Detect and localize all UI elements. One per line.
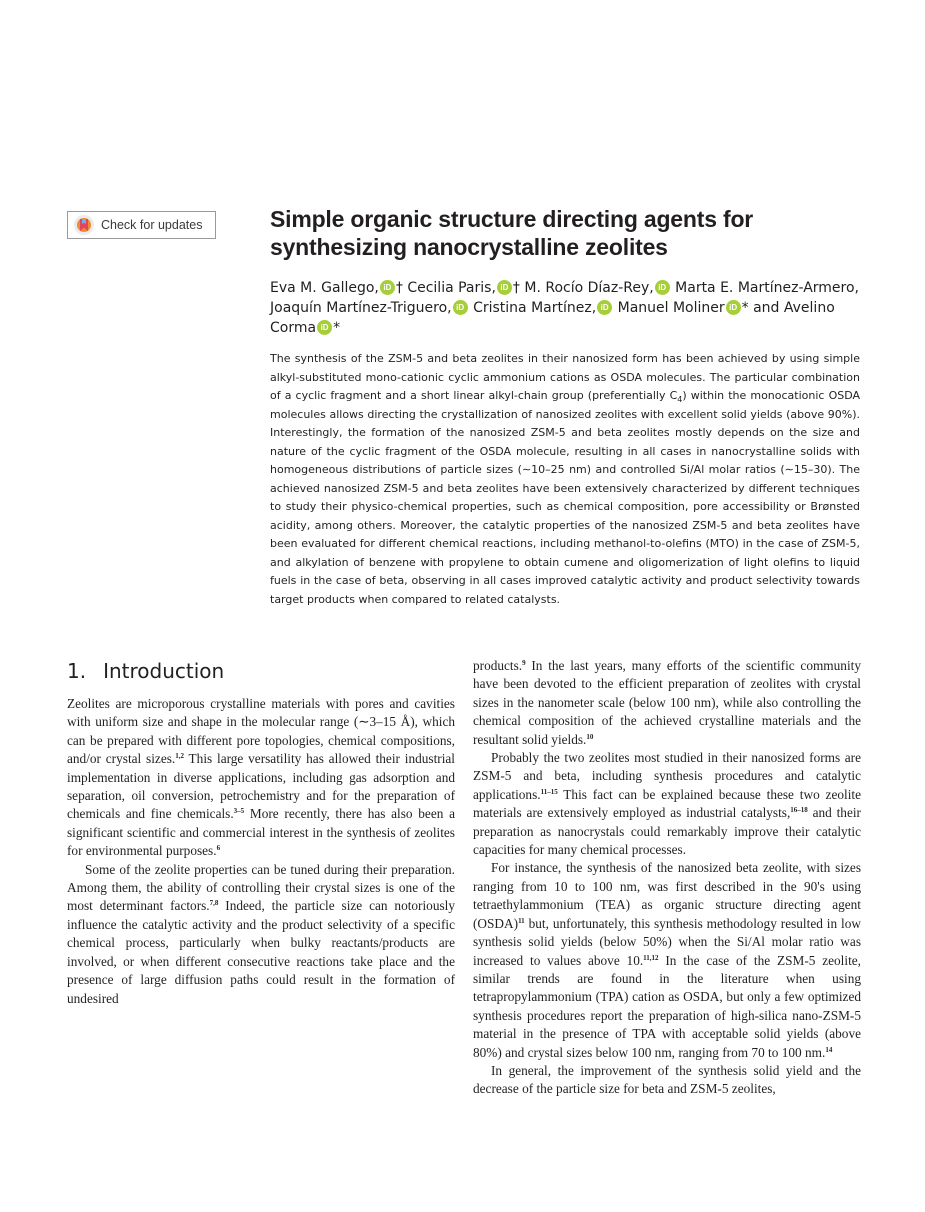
- citation-link[interactable]: 6: [216, 844, 221, 853]
- citation-link[interactable]: 10: [586, 732, 594, 741]
- corresponding-mark: *: [333, 320, 341, 336]
- paragraph-text: but, unfortunately, this synthesis methodology resulted in low synthesis solid yields (below 50%) when the Si/Al molar ratio was increased to values above 10.: [473, 915, 861, 968]
- citation-link[interactable]: 14: [825, 1045, 833, 1054]
- citation-link[interactable]: 11: [518, 916, 525, 925]
- paragraph: [473, 657, 861, 749]
- section-title: Introduction: [103, 659, 225, 683]
- orcid-icon[interactable]: iD: [726, 300, 741, 315]
- author-name: Cecilia Paris,: [407, 280, 496, 296]
- paragraph-text: This large versatility has allowed their industrial implementation in diverse applications, including gas adsorption and separation, oil conversion, petrochemistry and for the preparation of chemicals and fine chemicals.: [67, 751, 455, 822]
- check-for-updates-label: Check for updates: [101, 218, 203, 232]
- citation-link[interactable]: 11–15: [540, 787, 558, 796]
- paragraph-text: In the case of the ZSM-5 zeolite, similar trends are found in the literature when using tetrapropylammonium (TPA) cation as OSDA, but only a few optimized synthesis procedures report the preparation of high-silica nano-ZSM-5 material in the presence of TPA with acceptable solid yields (above 80%) and crystal sizes below 100 nm, ranging from 70 to 100 nm.: [473, 952, 861, 1060]
- author-name: Cristina Martínez,: [473, 300, 597, 316]
- author-name: Joaquín Martínez-Triguero,: [270, 300, 452, 316]
- paragraph-text: and their preparation as nanocrystals could remarkably improve their catalytic capacities for many chemical processes.: [473, 805, 861, 858]
- section-heading: [67, 659, 224, 683]
- author-name: Avelino Corma: [270, 300, 835, 336]
- corresponding-mark: *: [741, 300, 749, 316]
- check-for-updates-icon: [73, 214, 95, 236]
- paragraph: [473, 1062, 861, 1099]
- paragraph: [473, 749, 861, 859]
- citation-link[interactable]: 11,12: [643, 953, 659, 962]
- citation-link[interactable]: 7,8: [209, 899, 219, 908]
- citation-link[interactable]: 9: [522, 659, 526, 667]
- author-mark: †: [395, 280, 403, 296]
- author-conjunction: and: [753, 300, 780, 316]
- section-number: 1.: [67, 659, 87, 683]
- citation-link[interactable]: 3–5: [233, 807, 245, 816]
- paragraph-text: Indeed, the particle size can notoriously influence the catalytic activity and the product selectivity of a specific chemical process, particularly when bulky reactants/products are involved, or when different consecutive reactions take place and the presence of large diffusion paths could result in the formation of undesired: [67, 898, 455, 1006]
- subscript: 4: [677, 395, 683, 405]
- orcid-icon[interactable]: iD: [497, 280, 512, 295]
- citation-link[interactable]: 1,2: [175, 752, 184, 761]
- citation-link[interactable]: 16–18: [790, 806, 808, 815]
- paragraph-text: In the last years, many efforts of the scientific community have been devoted to the efficient preparation of zeolites with crystal sizes in the nanometer scale (below 100 nm), while also controlling the chemical composition of the achieved crystalline materials and the resultant solid yields.: [473, 658, 861, 747]
- orcid-icon[interactable]: iD: [597, 300, 612, 315]
- paragraph-text: Zeolites are microporous crystalline materials with pores and cavities with uniform size and shape in the molecular range (∼3–15 Å), which can be prepared with different pore topologies, chemical compositions, and/or crystal sizes.: [67, 696, 455, 767]
- author-name: Eva M. Gallego,: [270, 280, 379, 296]
- abstract: [270, 350, 860, 609]
- body-column-left: [67, 695, 455, 1008]
- author-mark: †: [512, 280, 520, 296]
- body-column-right: [473, 657, 861, 1099]
- author-name: Marta E. Martínez-Armero,: [675, 280, 860, 296]
- check-for-updates-button[interactable]: [67, 211, 216, 239]
- paragraph-text: Some of the zeolite properties can be tuned during their preparation. Among them, the ability of controlling their crystal sizes is one of the most determinant factors.: [67, 861, 455, 914]
- orcid-icon[interactable]: iD: [380, 280, 395, 295]
- abstract-text: ) within the monocationic OSDA molecules allows directing the crystallization of nanosized zeolites with excellent solid yields (above 90%). Interestingly, the formation of the nanosized ZSM-5 and beta zeolites mostly depends on the size and nature of the cyclic fragment of the OSDA molecule, resulting in all cases in nanocrystalline solids with homogeneous distributions of particle sizes (∼10–25 nm) and controlled Si/Al molar ratios (∼15–30). The achieved nanosized ZSM-5 and beta zeolites have been extensively characterized by different techniques to study their physico-chemical properties, such as chemical composition, pore accessibility or Brønsted acidity, among others. Moreover, the catalytic properties of the nanosized ZSM-5 and beta zeolites have been evaluated for different chemical reactions, including methanol-to-olefins (MTO) in the case of ZSM-5, and alkylation of benzene with propylene to obtain cumene and oligomerization of light olefins to liquid fuels in the case of beta, observing in all cases improved catalytic activity and product selectivity towards target products when compared to related catalysts.: [270, 389, 861, 606]
- author-name: Manuel Moliner: [617, 300, 725, 316]
- paragraph: [67, 695, 455, 861]
- paragraph-text: Probably the two zeolites most studied in their nanosized forms are ZSM-5 and beta, including synthesis procedures and catalytic applications.: [473, 750, 861, 802]
- orcid-icon[interactable]: iD: [453, 300, 468, 315]
- paragraph-text: More recently, there has also been a significant scientific and commercial interest in the synthesis of zeolites for environmental purposes.: [67, 806, 455, 859]
- orcid-icon[interactable]: iD: [655, 280, 670, 295]
- orcid-icon[interactable]: iD: [317, 320, 332, 335]
- paragraph-text: This fact can be explained because these two zeolite materials are extensively employed as industrial catalysts,: [473, 786, 861, 821]
- paragraph-text: products.: [473, 658, 523, 673]
- article-title: Simple organic structure directing agents for synthesizing nanocrystalline zeolites: [270, 206, 754, 260]
- paragraph-text: In general, the improvement of the synthesis solid yield and the decrease of the particle size for beta and ZSM-5 zeolites,: [473, 1062, 861, 1097]
- paragraph: [67, 861, 455, 1008]
- paragraph: [473, 859, 861, 1061]
- abstract-text: The synthesis of the ZSM-5 and beta zeolites in their nanosized form has been achieved by using simple alkyl-substituted mono-cationic cyclic ammonium cations as OSDA molecules. The particular combination of a cyclic fragment and a short linear alkyl-chain group (preferentially C: [270, 352, 860, 402]
- paragraph-text: For instance, the synthesis of the nanosized beta zeolite, with sizes ranging from 10 to 100 nm, was first described in the 90's using tetraethylammonium (TEA) as organic structure directing agent (OSDA): [473, 860, 861, 931]
- author-list: [270, 278, 865, 338]
- author-name: M. Rocío Díaz-Rey,: [524, 280, 654, 296]
